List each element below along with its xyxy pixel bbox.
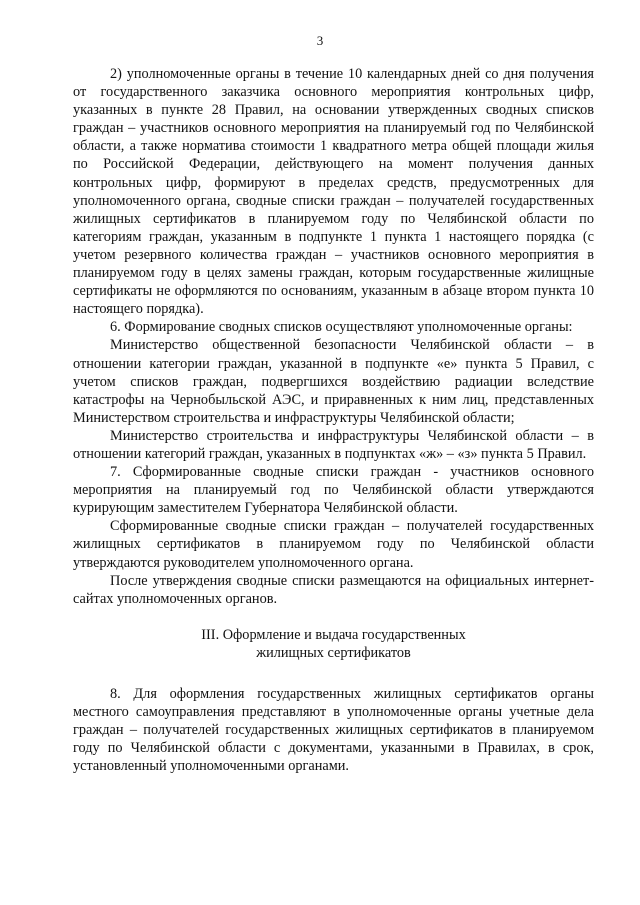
paragraph-7: 7. Сформированные сводные списки граждан - участников основного мероприятия на планируемый год по Челябинской области утверждаются курирующим заместителем Губернатора Челябинской области. bbox=[73, 464, 594, 517]
paragraph-5-2: 2) уполномоченные органы в течение 10 календарных дней со дня получения от государственного заказчика основного мероприятия контрольных цифр, указанных в пункте 28 Правил, на основании утвержденных сводных списков граждан – участников основного мероприятия на планируемый год по Челябинской области, а также норматива стоимости 1 квадратного метра общей площади жилья по Российской Федерации, действующего на момент получения данных контрольных цифр, формируют в пределах средств, предусмотренных для уполномоченного органа, сводные списки граждан – получателей государственных жилищных сертификатов в планируемом году по Челябинской области по категориям граждан, указанным в подпункте 1 пункта 1 настоящего порядка (с учетом резервного количества граждан – участников основного мероприятия в планируемом году в целях замены граждан, которым государственные жилищные сертификаты не оформляются по основаниям, указанным в абзаце втором пункта 10 настоящего порядка). bbox=[73, 66, 594, 318]
section-heading bbox=[73, 626, 594, 662]
paragraph-publication: После утверждения сводные списки размещаются на официальных интернет-сайтах уполномоченных органов. bbox=[73, 572, 594, 607]
document-body bbox=[73, 65, 594, 775]
section-heading-line-2: жилищных сертификатов bbox=[256, 644, 411, 661]
page-number: 3 bbox=[316, 33, 324, 48]
paragraph-6: 6. Формирование сводных списков осуществляют уполномоченные органы: bbox=[110, 319, 573, 336]
paragraph-ministry-public-safety: Министерство общественной безопасности Челябинской области – в отношении категории граждан, указанной в подпункте «е» пункта 5 Правил, с учетом списков граждан, подвергшихся воздействию радиации вследствие катастрофы на Чернобыльской АЭС, и приравненных к ним лиц, представленных Министерством строительства и инфраструктуры Челябинской области; bbox=[73, 337, 594, 426]
paragraph-ministry-construction: Министерство строительства и инфраструктуры Челябинской области – в отношении категорий граждан, указанных в подпунктах «ж» – «з» пункта 5 Правил. bbox=[73, 427, 594, 462]
paragraph-approved-lists: Сформированные сводные списки граждан – получателей государственных жилищных сертификатов в планируемом году по Челябинской области утверждаются руководителем уполномоченного органа. bbox=[73, 518, 594, 571]
paragraph-8: 8. Для оформления государственных жилищных сертификатов органы местного самоуправления представляют в уполномоченные органы учетные дела граждан – получателей государственных жилищных сертификатов в планируемом году по Челябинской области с документами, указанными в Правилах, в срок, установленный уполномоченными органами. bbox=[73, 686, 594, 775]
section-heading-line-1: III. Оформление и выдача государственных bbox=[201, 626, 466, 643]
